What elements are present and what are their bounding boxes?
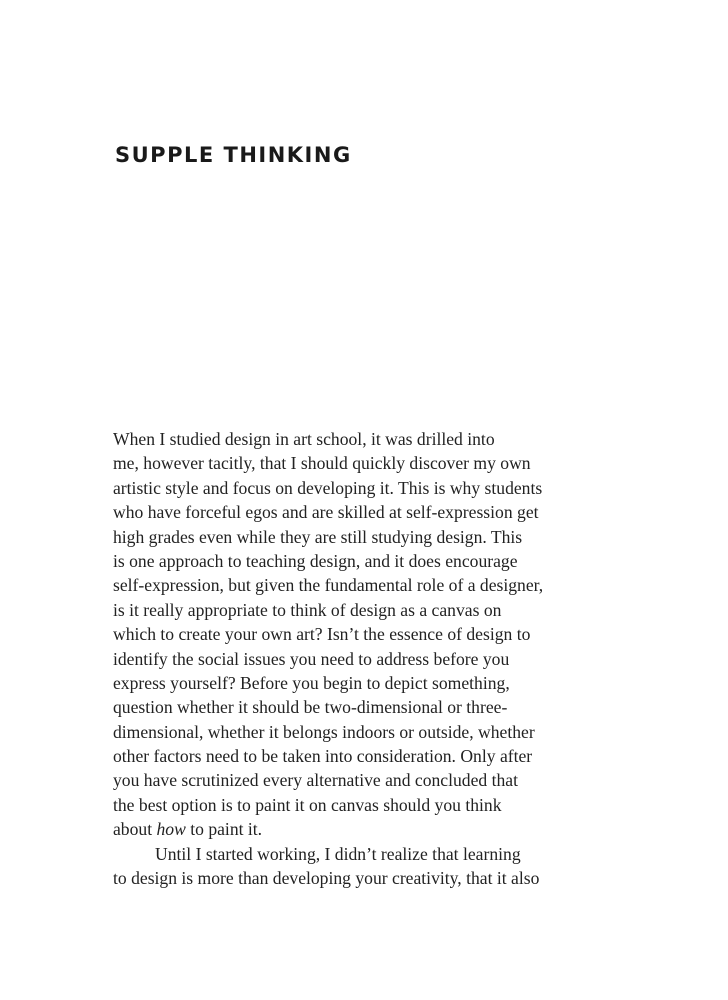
emphasis-text: how [156,819,186,840]
text-line: you have scrutinized every alternative and concluded that [113,770,518,791]
text-fragment: about [113,819,157,840]
text-line: other factors need to be taken into consideration. Only after [113,746,533,767]
paragraph-1 [113,427,593,842]
text-fragment: to paint it. [185,819,263,840]
text-line: is it really appropriate to think of design as a canvas on [113,599,502,620]
text-line: question whether it should be two-dimensional or three- [113,697,508,718]
text-line: dimensional, whether it belongs indoors or outside, whether [113,721,535,742]
text-line: express yourself? Before you begin to depict something, [113,672,510,693]
text-line: artistic style and focus on developing it. This is why students [113,477,543,498]
text-line: who have forceful egos and are skilled at self-expression get [113,502,539,523]
text-line: self-expression, but given the fundamental role of a designer, [113,575,544,596]
text-line-indented: Until I started working, I didn’t realize that learning [155,843,521,864]
text-line: identify the social issues you need to address before you [113,648,510,669]
text-line: is one approach to teaching design, and it does encourage [113,550,518,571]
text-line: When I studied design in art school, it was drilled into [113,429,495,449]
text-line: me, however tacitly, that I should quickly discover my own [113,453,531,474]
paragraph-2 [113,842,593,891]
text-line: the best option is to paint it on canvas should you think [113,794,502,815]
text-line: to design is more than developing your creativity, that it also [113,868,540,889]
text-line: which to create your own art? Isn’t the essence of design to [113,624,531,645]
text-line-last [113,817,593,841]
text-line: high grades even while they are still studying design. This [113,526,523,547]
chapter-title: SUPPLE THINKING [115,143,352,167]
body-text [113,427,593,890]
